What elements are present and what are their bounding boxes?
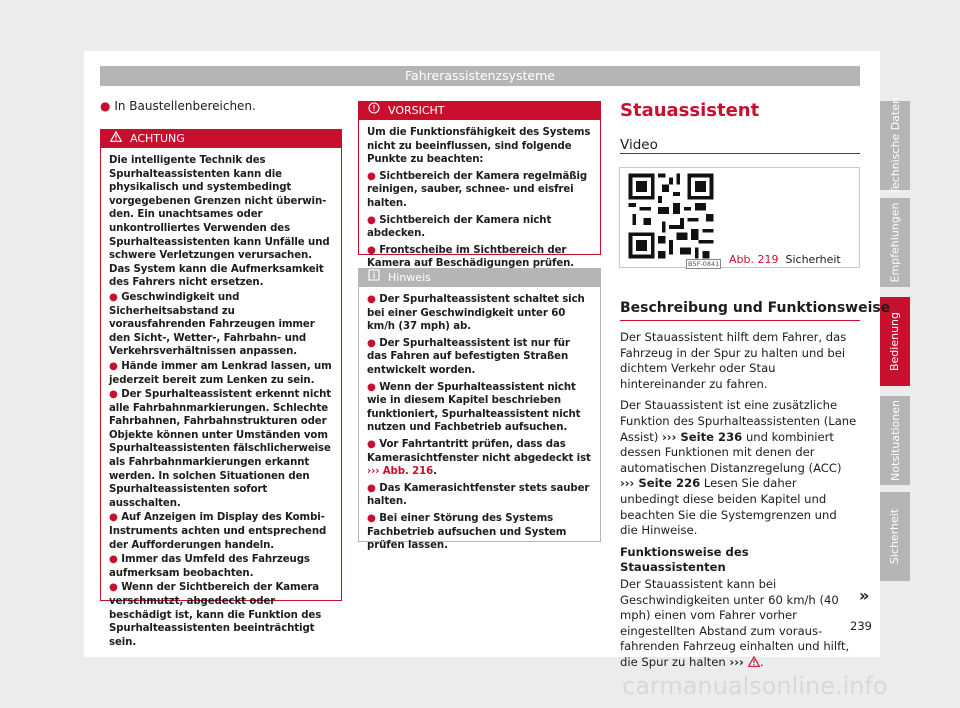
cross-ref-link[interactable]: ››› Abb. 216	[367, 466, 434, 478]
list-item-text: Wenn der Spurhalteassistent nicht wie in diesem Kapitel beschrieben funktioniert, Spurhalteassistent nicht nutzen und Fachbetrieb aufsuchen.	[367, 381, 581, 434]
paragraph-text: und kombiniert dessen Funktionen mit denen der automatischen Distanzregelung (ACC)	[620, 429, 842, 475]
list-item: ● Hände immer am Lenkrad lassen, um jederzeit bereit zum Lenken zu sein.	[109, 360, 332, 386]
note-body	[359, 287, 600, 562]
warning-triangle-icon	[110, 130, 122, 148]
paragraph	[620, 398, 858, 538]
section-subtitle: Video	[620, 137, 658, 153]
warning-box	[100, 129, 342, 648]
figure-caption	[729, 253, 841, 266]
list-item: ● Bei einer Störung des Systems Fachbetrieb aufsuchen und System prüfen lassen.	[367, 512, 567, 552]
figure-id: B5F-0841	[688, 260, 720, 268]
list-item: ● Vor Fahrtantritt prüfen, dass das Kamerasichtfenster nicht abgedeckt ist ››› Abb. 216.	[367, 438, 591, 478]
list-item-text: Sichtbereich der Kamera nicht abdecken.	[367, 214, 552, 240]
caution-intro: Um die Funktionsfähigkeit des Systems nicht zu beeinflussen, sind folgende Punkte zu beachten:	[367, 127, 591, 166]
section-title: Stauassistent	[620, 100, 760, 121]
tab-label: Technische Daten	[888, 97, 902, 194]
paragraph-heading: Funktionsweise des Stauassistenten	[620, 544, 749, 575]
paragraph-text: Lesen Sie daher unbedingt diese beiden Kapitel und beachten Sie die Systemgrenzen und die Hinweise.	[620, 476, 837, 538]
cross-ref-link[interactable]: ››› Seite 236	[662, 429, 743, 444]
paragraph-text: Der Stauassistent ist eine zusätzliche Funktion des Spurhalteassistenten (Lane Assist)	[620, 398, 857, 444]
cross-ref-label: Seite 226	[638, 476, 701, 491]
note-header	[359, 269, 600, 287]
list-item-text: Sichtbereich der Kamera regelmäßig reinigen, sauber, schnee- und eisfrei halten.	[367, 170, 588, 209]
note-box	[358, 268, 601, 552]
tab-label: Bedienung	[888, 311, 902, 372]
figure-label: Abb. 219	[729, 253, 779, 266]
subsection-title: Beschreibung und Funktionsweise	[620, 300, 891, 316]
list-item-text: Hände immer am Lenkrad lassen, um jederzeit bereit zum Lenken zu sein.	[109, 360, 332, 386]
paragraph-text: Der Stauassistent kann bei Geschwindigkeiten unter 60 km/h (40 mph) einen vom Fahrer vorher eingestellten Abstand zum vorausfahrenden Fahrzeug einhalten und hilft, die Spur zu halten	[620, 576, 850, 669]
paragraph: Der Stauassistent hilft dem Fahrer, das Fahrzeug in der Spur zu halten und bei dichtem Verkehr oder Stau hintereinander zu fahren.	[620, 330, 847, 391]
list-item-text: Auf Anzeigen im Display des Kombi-Instruments achten und entsprechend der Aufforderungen handeln.	[109, 512, 327, 551]
list-item: ● Sichtbereich der Kamera nicht abdecken.	[367, 214, 552, 240]
caution-box	[358, 101, 601, 270]
bullet-icon: ●	[100, 99, 111, 113]
warning-ref-icon	[748, 655, 760, 669]
list-item-text: Immer das Umfeld des Fahrzeugs aufmerksam beobachten.	[109, 554, 310, 579]
list-item-text: Der Spurhalteassistent erkennt nicht alle Fahrbahnmarkierungen. Schlechte Fahrbahnen, Fahrbahnstrukturen oder Objekte können unter Umständen vom Spurhalteassistenten fälschlicherweise als Fahrbahnmarkierungen erkannt werden. In solchen Situationen den Spurhalteassistenten sofort ausschalten.	[109, 389, 332, 509]
list-item: ● Der Spurhalteassistent erkennt nicht alle Fahrbahnmarkierungen. Schlechte Fahrbahnen, Fahrbahnstrukturen oder Objekte können unter Umständen vom Spurhalteassistenten fälschlicherweise als Fahrbahnmarkierungen erkannt werden. In solchen Situationen den Spurhalteassistenten sofort ausschalten.	[109, 389, 332, 509]
list-item: ● Der Spurhalteassistent ist nur für das Fahren auf befestigten Straßen entwickelt worden.	[367, 337, 570, 376]
tab-technische-daten[interactable]	[880, 97, 910, 194]
page-number: 239	[850, 619, 872, 633]
watermark: carmanualsonline.info	[622, 672, 888, 700]
divider	[620, 153, 860, 154]
cross-ref-link[interactable]: ›››	[729, 655, 759, 669]
paragraph: Der Stauassistent kann bei Geschwindigkeiten unter 60 km/h (40 mph) einen vom Fahrer vorher eingestellten Abstand zum vorausfahrenden Fahrzeug einhalten und hilft, die Spur zu halten ››› .	[620, 576, 850, 669]
tab-empfehlungen[interactable]	[880, 198, 910, 287]
tab-label: Empfehlungen	[888, 202, 902, 283]
list-item: ● Auf Anzeigen im Display des Kombi-Instruments achten und entsprechend der Aufforderungen handeln.	[109, 512, 327, 551]
warning-body	[101, 148, 341, 656]
list-item-text: In Baustellenbereichen.	[114, 99, 256, 113]
caution-title: VORSICHT	[388, 104, 445, 117]
list-item: ● Wenn der Sichtbereich der Kamera verschmutzt, abgedeckt oder beschädigt ist, kann die Funktion des Spurhalteassistenten beeinträchtigt sein.	[109, 582, 322, 648]
qr-code-icon[interactable]	[625, 170, 717, 262]
tab-sicherheit[interactable]	[880, 492, 910, 581]
warning-header	[101, 130, 341, 148]
cross-ref-link[interactable]: ››› Seite 226	[620, 476, 701, 491]
note-icon	[368, 269, 380, 287]
list-item: ● Sichtbereich der Kamera regelmäßig reinigen, sauber, schnee- und eisfrei halten.	[367, 170, 588, 209]
list-item: ● Der Spurhalteassistent schaltet sich bei einer Geschwindigkeit unter 60 km/h (37 mph) ab.	[367, 294, 585, 333]
figure-caption-text: Sicherheit	[785, 253, 841, 266]
warning-title: ACHTUNG	[130, 132, 185, 145]
note-title: Hinweis	[388, 271, 431, 284]
list-item: ● Wenn der Spurhalteassistent nicht wie in diesem Kapitel beschrieben funktioniert, Spurhalteassistent nicht nutzen und Fachbetrieb aufsuchen.	[367, 381, 581, 434]
list-item-text: Der Spurhalteassistent schaltet sich bei einer Geschwindigkeit unter 60 km/h (37 mph) ab.	[367, 294, 585, 333]
tab-label: Notsituationen	[888, 400, 902, 481]
cross-ref-label: Abb. 216	[382, 466, 434, 478]
list-item-text: Geschwindigkeit und Sicherheitsabstand zu vorausfahrenden Fahrzeugen immer den Sicht-, Wetter-, Fahrbahn- und Verkehrsverhältnissen anpassen.	[109, 291, 315, 358]
divider	[620, 320, 860, 321]
warning-intro: Die intelligente Technik des Spurhalteassistenten kann die physikalisch und systembedingt vorgegebenen Grenzen nicht überwinden. Ein unachtsames oder unkontrolliertes Verwenden des Spurhalteassistenten kann Unfälle und schwere Verletzungen verursachen. Das System kann die Aufmerksamkeit des Fahrers nicht ersetzen.	[109, 155, 330, 289]
caution-header	[359, 102, 600, 120]
cross-ref-label: Seite 236	[680, 429, 743, 444]
list-item-text: Wenn der Sichtbereich der Kamera verschmutzt, abgedeckt oder beschädigt ist, kann die Funktion des Spurhalteassistenten beeinträchtigt sein.	[109, 582, 322, 648]
list-item: ● Immer das Umfeld des Fahrzeugs aufmerksam beobachten.	[109, 554, 310, 579]
column-left	[100, 98, 342, 114]
list-item: ● Das Kamerasichtfenster stets sauber halten.	[367, 482, 590, 508]
list-item-text: Das Kamerasichtfenster stets sauber halten.	[367, 482, 590, 508]
list-item-text: Der Spurhalteassistent ist nur für das Fahren auf befestigten Straßen entwickelt worden.	[367, 337, 570, 376]
continue-arrow-icon: »	[859, 586, 870, 605]
list-item: ● Geschwindigkeit und Sicherheitsabstand zu vorausfahrenden Fahrzeugen immer den Sicht-, Wetter-, Fahrbahn- und Verkehrsverhältnissen anpassen.	[109, 291, 315, 358]
body-text	[620, 330, 858, 676]
list-item-text: Vor Fahrtantritt prüfen, dass das Kamerasichtfenster nicht abgedeckt ist	[367, 438, 591, 464]
list-item-text: Frontscheibe im Sichtbereich der Kamera auf Beschädigungen prüfen.	[367, 244, 575, 270]
chapter-header: Fahrerassistenzsysteme	[100, 66, 860, 86]
list-item	[100, 98, 342, 114]
list-item-text: Bei einer Störung des Systems Fachbetrieb aufsuchen und System prüfen lassen.	[367, 512, 567, 552]
tab-label: Sicherheit	[888, 508, 902, 565]
tab-notsituationen[interactable]	[880, 396, 910, 485]
info-circle-icon	[368, 102, 380, 120]
list-item: ● Frontscheibe im Sichtbereich der Kamera auf Beschädigungen prüfen.	[367, 244, 575, 270]
caution-body	[359, 120, 600, 280]
